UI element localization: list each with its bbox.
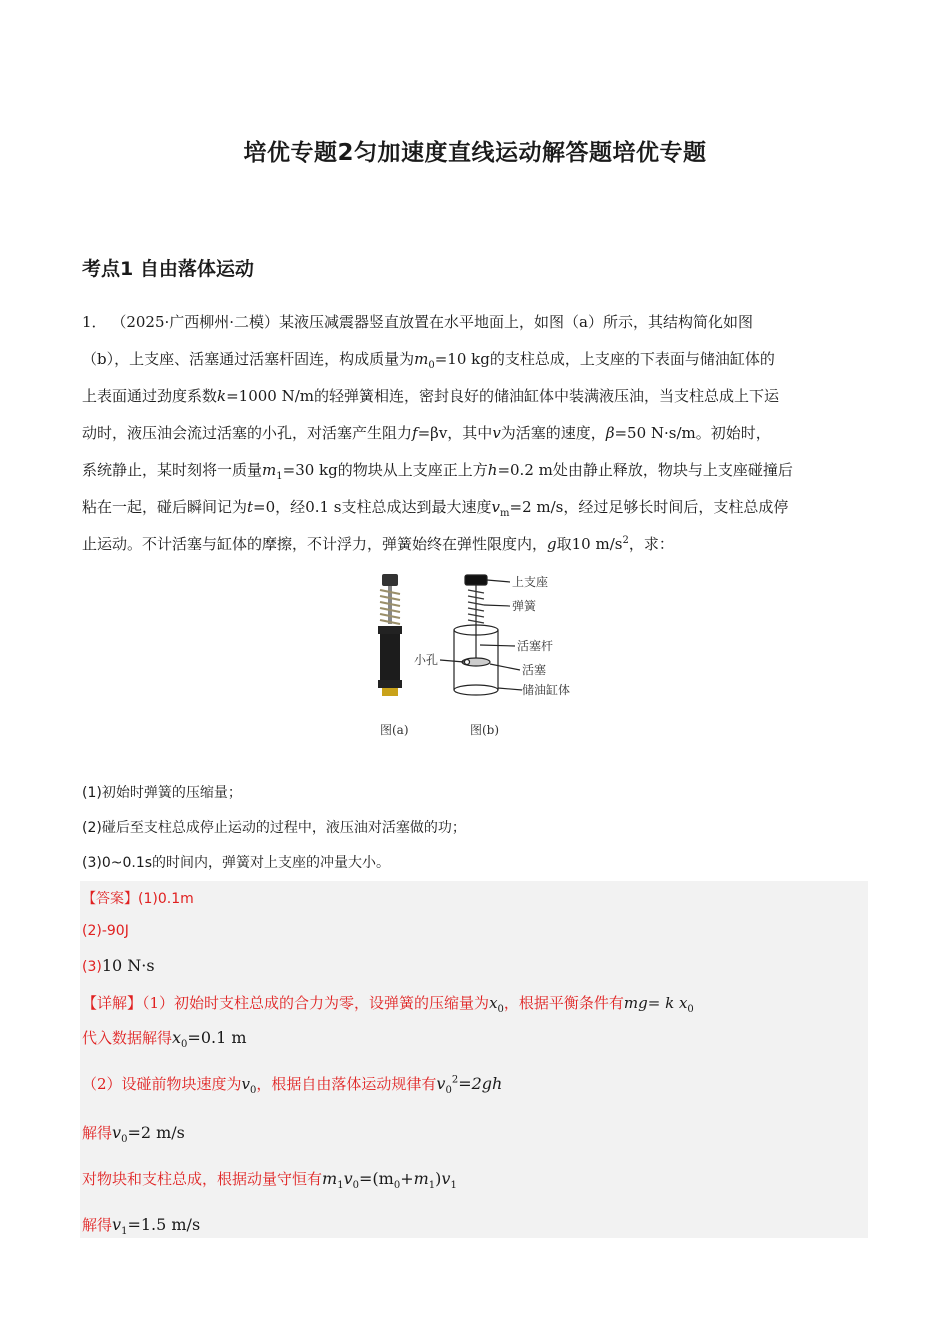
answer-line-1: 【答案】(1)0.1m bbox=[82, 891, 194, 907]
detail-line-5: 对物块和支柱总成，根据动量守恒有$m_1v_0=(m_0+m_1)v_1$ bbox=[82, 1169, 457, 1192]
formula-vm: $v_m=2$ m/s bbox=[491, 498, 564, 519]
problem-source: （2025·广西柳州·二模） bbox=[111, 313, 280, 331]
figure-a-device bbox=[378, 574, 402, 696]
section-heading: 考点1 自由落体运动 bbox=[82, 258, 254, 280]
problem-statement: 1． （2025·广西柳州·二模）某液压减震器竖直放置在水平地面上，如图（a）所示，其结构简化如图 （b），上支座、活塞通过活塞杆固连，构成质量为$m_0=10$ kg的支柱总成，上支座的下表面与储油缸体的 上表面通过劲度系数k=1000 N/m的轻弹簧相连，密封良好的储油缸体中装满液压油，当支柱总成上下运 动时，液压油会流过活塞的小孔，对活塞产生阻力f=βv，其中v为活塞的速度，β=50 N·s/m。初始时， 系统静止，某时刻将一质量$m_1=30$ kg的物块从上支座正上方h=0.2 m处由静止释放，物块与上支座碰撞后 粘在一起，碰后瞬间记为t=0，经0.1 s支柱总成达到最大速度$v_m=2$ m/s，经过足够长时间后，支柱总成停 止运动。不计活塞与缸体的摩擦，不计浮力，弹簧始终在弹性限度内，g取10 $m/s^2$，求： bbox=[82, 313, 793, 553]
detail-line-4: 解得$v_0=2$ m/s bbox=[82, 1123, 185, 1146]
formula-h: h=0.2 m bbox=[487, 461, 553, 479]
formula-t: t=0 bbox=[247, 498, 276, 516]
caption-b: 图(b) bbox=[470, 723, 500, 737]
detail-line-3: （2）设碰前物块速度为$v_0$，根据自由落体运动规律有$v_0^2=2gh$ bbox=[82, 1074, 503, 1097]
label-spring: 弹簧 bbox=[512, 599, 537, 613]
figure-b-schematic bbox=[440, 575, 522, 695]
detail-tag: 【详解】 bbox=[82, 994, 143, 1012]
formula-m0: $m_0=10$ kg bbox=[414, 350, 490, 371]
label-piston: 活塞 bbox=[522, 663, 547, 677]
detail-line-2: 代入数据解得$x_0=0.1$ m bbox=[82, 1028, 247, 1051]
label-upper-seat: 上支座 bbox=[512, 575, 549, 589]
shock-absorber-figure bbox=[370, 570, 590, 745]
question-2: (2)碰后至支柱总成停止运动的过程中，液压油对活塞做的功； bbox=[82, 820, 466, 836]
caption-a: 图(a) bbox=[380, 723, 409, 737]
formula-m1: $m_1=30$ kg bbox=[262, 461, 338, 482]
formula-g-val: 10 $m/s^2$ bbox=[571, 535, 629, 553]
answer-tag: 【答案】 bbox=[82, 891, 138, 907]
label-oil-cylinder: 储油缸体 bbox=[522, 683, 571, 697]
formula-g: g bbox=[547, 535, 557, 553]
answer-line-2: (2)-90J bbox=[82, 923, 129, 939]
label-small-hole: 小孔 bbox=[414, 653, 439, 667]
question-3: (3)0~0.1s的时间内，弹簧对上支座的冲量大小。 bbox=[82, 855, 391, 871]
detail-line-6: 解得$v_1=1.5$ m/s bbox=[82, 1215, 201, 1238]
answer-line-3: (3)10 N·s bbox=[82, 956, 155, 975]
formula-f: f=βv bbox=[412, 424, 448, 442]
problem-number: 1． bbox=[82, 313, 107, 331]
detail-line-1: 【详解】（1）初始时支柱总成的合力为零，设弹簧的压缩量为$x_0$，根据平衡条件有mg= k $x_0$ bbox=[82, 994, 694, 1015]
formula-beta: β=50 N·s/m bbox=[605, 424, 696, 442]
page-title: 培优专题2匀加速度直线运动解答题培优专题 bbox=[243, 140, 707, 166]
formula-k: k=1000 N/m bbox=[217, 387, 315, 405]
formula-t1: 0.1 s bbox=[305, 498, 342, 516]
label-piston-rod: 活塞杆 bbox=[517, 639, 554, 653]
question-1: (1)初始时弹簧的压缩量； bbox=[82, 785, 242, 801]
formula-v: v bbox=[492, 424, 501, 442]
